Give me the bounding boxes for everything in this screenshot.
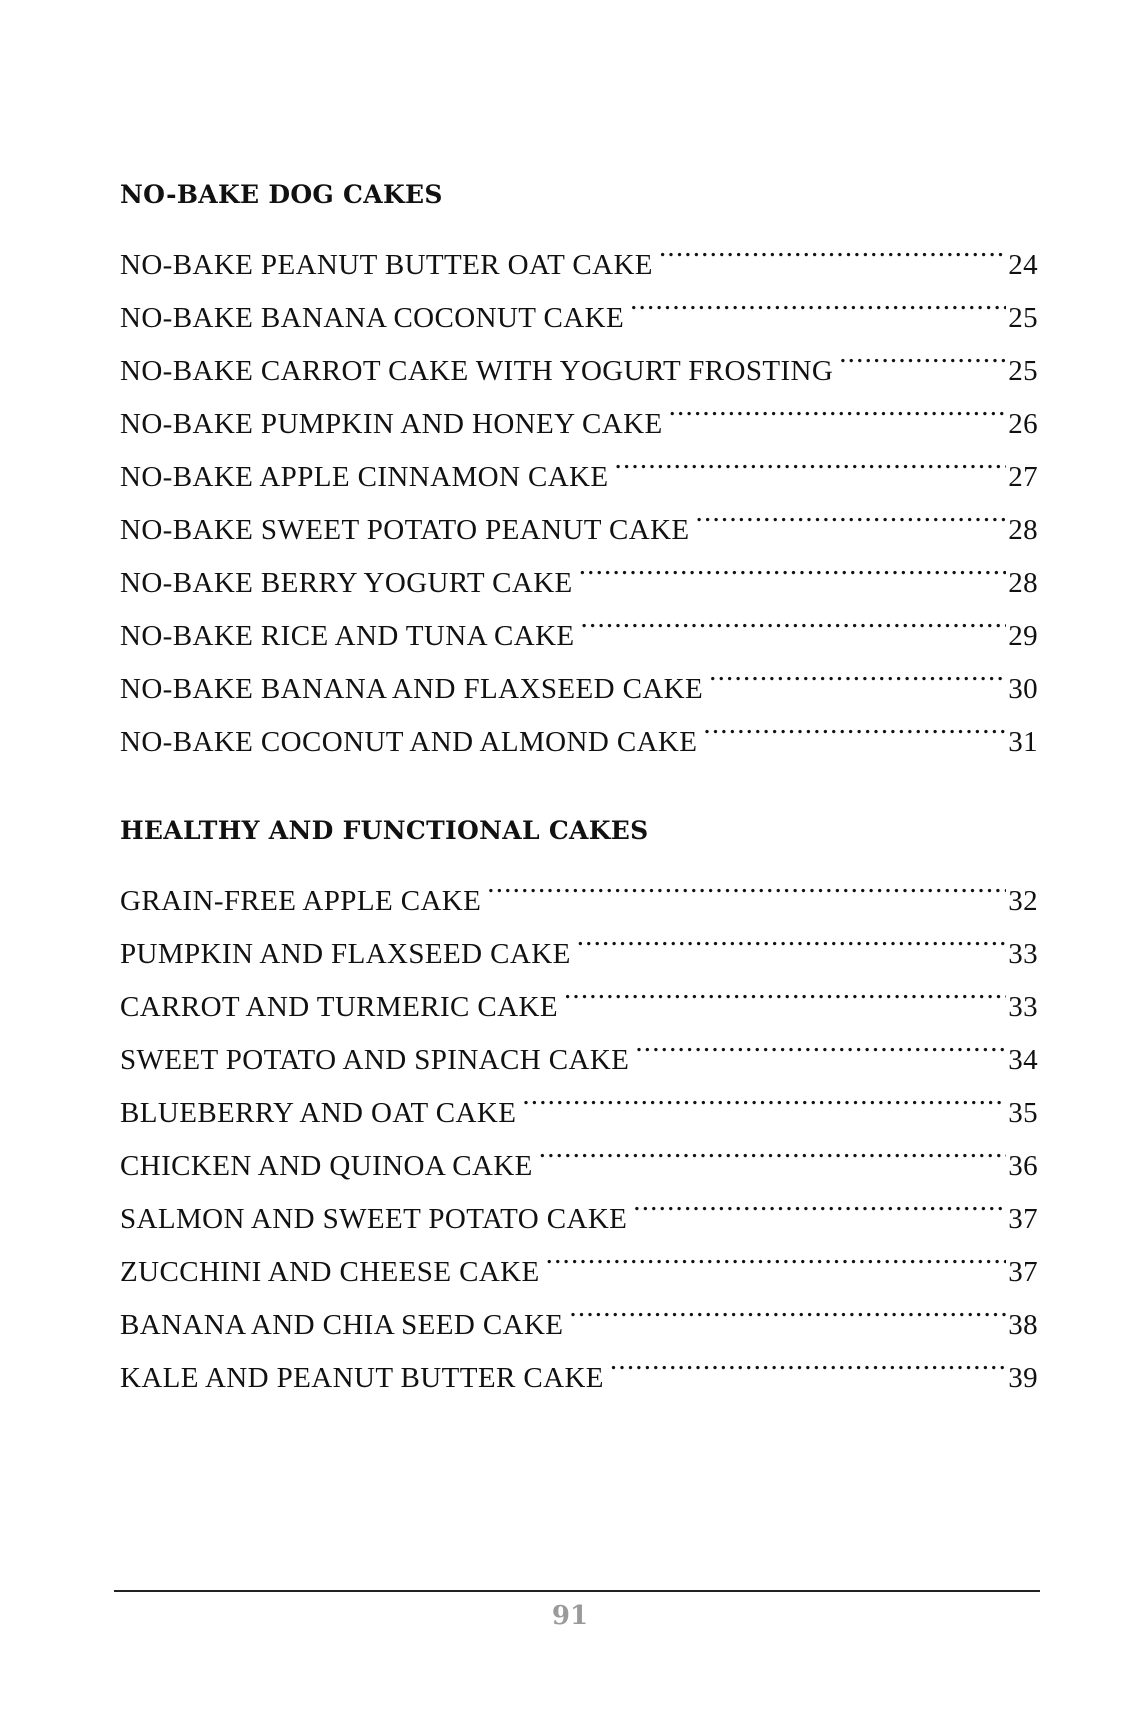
entry-page-number: 30 xyxy=(1008,673,1038,705)
dot-leader xyxy=(522,1069,1006,1122)
entry-page-number: 25 xyxy=(1008,355,1038,387)
dot-leader xyxy=(839,327,1006,380)
dot-leader xyxy=(630,274,1006,327)
dot-leader xyxy=(659,221,1006,274)
entry-title: NO-BAKE SWEET POTATO PEANUT CAKE xyxy=(120,514,690,546)
entry-title: NO-BAKE BANANA AND FLAXSEED CAKE xyxy=(120,673,704,705)
entry-page-number: 27 xyxy=(1008,461,1038,493)
entry-page-number: 36 xyxy=(1008,1150,1038,1182)
dot-leader xyxy=(569,1281,1006,1334)
entry-title: ZUCCHINI AND CHEESE CAKE xyxy=(120,1256,540,1288)
entry-title: KALE AND PEANUT BUTTER CAKE xyxy=(120,1362,604,1394)
entry-page-number: 26 xyxy=(1008,408,1038,440)
entry-page-number: 31 xyxy=(1008,726,1038,758)
entry-page-number: 29 xyxy=(1008,620,1038,652)
entry-page-number: 33 xyxy=(1008,991,1038,1023)
dot-leader xyxy=(635,1016,1006,1069)
entry-title: NO-BAKE PUMPKIN AND HONEY CAKE xyxy=(120,408,663,440)
entry-title: NO-BAKE BANANA COCONUT CAKE xyxy=(120,302,625,334)
entry-page-number: 28 xyxy=(1008,567,1038,599)
entry-list xyxy=(120,221,1038,758)
section-heading: HEALTHY AND FUNCTIONAL CAKES xyxy=(120,816,649,845)
entry-title: NO-BAKE APPLE CINNAMON CAKE xyxy=(120,461,609,493)
entry-title: CHICKEN AND QUINOA CAKE xyxy=(120,1150,533,1182)
entry-page-number: 38 xyxy=(1008,1309,1038,1341)
entry-title: NO-BAKE RICE AND TUNA CAKE xyxy=(120,620,575,652)
entry-title: NO-BAKE PEANUT BUTTER OAT CAKE xyxy=(120,249,653,281)
entry-page-number: 37 xyxy=(1008,1256,1038,1288)
dot-leader xyxy=(539,1122,1006,1175)
entry-title: SALMON AND SWEET POTATO CAKE xyxy=(120,1203,628,1235)
entry-title: NO-BAKE COCONUT AND ALMOND CAKE xyxy=(120,726,698,758)
dot-leader xyxy=(703,698,1006,751)
table-of-contents xyxy=(120,168,1038,1394)
entry-page-number: 24 xyxy=(1008,249,1038,281)
entry-page-number: 34 xyxy=(1008,1044,1038,1076)
toc-entry[interactable] xyxy=(120,857,1038,917)
footer-divider xyxy=(114,1590,1040,1592)
toc-section-no-bake xyxy=(120,168,1038,758)
entry-page-number: 32 xyxy=(1008,885,1038,917)
section-heading: NO-BAKE DOG CAKES xyxy=(120,180,443,209)
entry-list xyxy=(120,857,1038,1394)
entry-title: PUMPKIN AND FLAXSEED CAKE xyxy=(120,938,571,970)
entry-title: CARROT AND TURMERIC CAKE xyxy=(120,991,558,1023)
dot-leader xyxy=(581,592,1007,645)
dot-leader xyxy=(633,1175,1006,1228)
dot-leader xyxy=(615,433,1007,486)
toc-section-healthy xyxy=(120,804,1038,1394)
dot-leader xyxy=(546,1228,1007,1281)
toc-entry[interactable] xyxy=(120,221,1038,281)
dot-leader xyxy=(579,539,1007,592)
entry-page-number: 28 xyxy=(1008,514,1038,546)
entry-title: GRAIN-FREE APPLE CAKE xyxy=(120,885,482,917)
dot-leader xyxy=(564,963,1006,1016)
dot-leader xyxy=(669,380,1007,433)
entry-title: BLUEBERRY AND OAT CAKE xyxy=(120,1097,517,1129)
page-number: 91 xyxy=(551,1601,589,1631)
entry-title: NO-BAKE BERRY YOGURT CAKE xyxy=(120,567,573,599)
entry-page-number: 35 xyxy=(1008,1097,1038,1129)
entry-title: BANANA AND CHIA SEED CAKE xyxy=(120,1309,564,1341)
dot-leader xyxy=(577,910,1007,963)
entry-page-number: 33 xyxy=(1008,938,1038,970)
entry-title: SWEET POTATO AND SPINACH CAKE xyxy=(120,1044,630,1076)
entry-page-number: 39 xyxy=(1008,1362,1038,1394)
dot-leader xyxy=(610,1334,1006,1387)
dot-leader xyxy=(709,645,1006,698)
entry-title: NO-BAKE CARROT CAKE WITH YOGURT FROSTING xyxy=(120,355,834,387)
entry-page-number: 37 xyxy=(1008,1203,1038,1235)
dot-leader xyxy=(696,486,1007,539)
entry-page-number: 25 xyxy=(1008,302,1038,334)
dot-leader xyxy=(487,857,1006,910)
